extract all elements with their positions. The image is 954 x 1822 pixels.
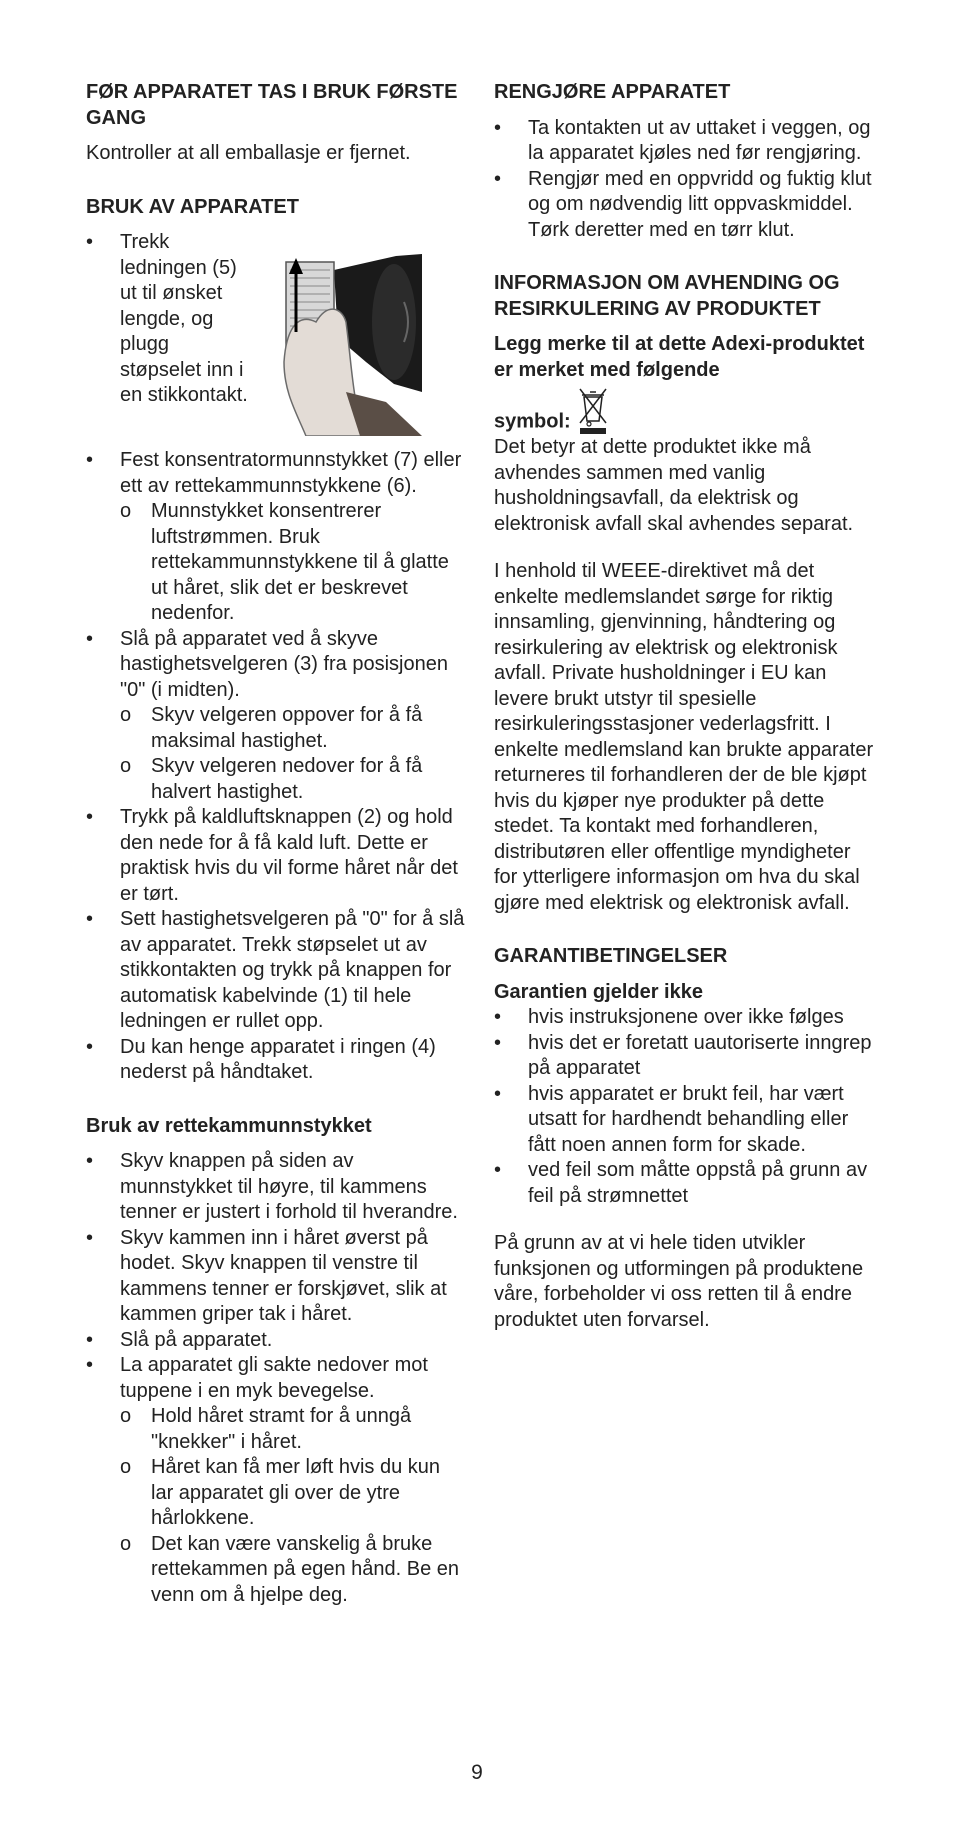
sub-item: o Hold håret stramt for å unngå "knekker" i håret. — [120, 1404, 466, 1455]
use-list — [86, 230, 466, 1086]
heading-comb: Bruk av rettekammunnstykket — [86, 1114, 372, 1137]
list-item: • hvis det er foretatt uautoriserte inngrep på apparatet — [494, 1031, 874, 1082]
heading-first-use: FØR APPARATET TAS I BRUK FØRSTE GANG — [86, 81, 458, 129]
disposal-paragraph-2: I henhold til WEEE-direktivet må det enkelte medlemslandet sørge for riktig innsamling, gjenvinning, håndtering og resirkulering av elektrisk og elektronisk avfall. Private husholdninger i EU kan levere brukt utstyr til spesielle resirkuleringsstasjoner vederlagsfritt. I enkelte medlemsland kan brukte apparater returneres til forhandleren der de ble kjøpt hvis du kjøper nye produkter på dette stedet. Ta kontakt med forhandleren, distributøren eller offentlige myndigheter for ytterligere informasjon om hva du skal gjøre med elektrisk og elektronisk avfall. — [494, 560, 874, 914]
list-item — [86, 448, 466, 627]
list-item-text: • La apparatet gli sakte nedover mot tuppene i en myk bevegelse. — [120, 1354, 428, 1402]
sub-list — [120, 1404, 466, 1608]
list-item: • Du kan henge apparatet i ringen (4) nederst på håndtaket. — [86, 1035, 466, 1086]
page-number: 9 — [471, 1761, 483, 1784]
list-item — [86, 627, 466, 806]
list-item: • Skyv kammen inn i håret øverst på hodet. Skyv knappen til venstre til kammens tenner er forskjøvet, slik at kammen griper tak i håret. — [86, 1226, 466, 1328]
sub-item: o Håret kan få mer løft hvis du kun lar apparatet gli over de ytre hårlokkene. — [120, 1455, 466, 1532]
disposal-paragraph-1: Det betyr at dette produktet ikke må avhendes sammen med vanlig husholdningsavfall, da elektrisk og elektronisk avfall skal avhendes separat. — [494, 436, 854, 535]
first-use-text: Kontroller at all emballasje er fjernet. — [86, 142, 411, 164]
heading-clean: RENGJØRE APPARATET — [494, 81, 731, 103]
sub-item: o Skyv velgeren oppover for å få maksimal hastighet. — [120, 703, 466, 754]
heading-use: BRUK AV APPARATET — [86, 195, 299, 218]
heading-disposal: INFORMASJON OM AVHENDING OG RESIRKULERING AV PRODUKTET — [494, 272, 840, 320]
right-column — [494, 80, 874, 1333]
list-item: • Rengjør med en oppvridd og fuktig klut og om nødvendig litt oppvaskmiddel. Tørk deretter med en tørr klut. — [494, 167, 874, 244]
list-item: • ved feil som måtte oppstå på grunn av feil på strømnettet — [494, 1158, 874, 1209]
clean-list — [494, 116, 874, 244]
disposal-symbol-line — [494, 385, 874, 435]
symbol-label: symbol: — [494, 410, 571, 433]
hair-dryer-comb-photo — [276, 242, 422, 436]
list-item-text: • Trekk ledningen (5) ut til ønsket lengde, og plugg støpselet inn i en stikkontakt. — [120, 231, 248, 406]
list-item: • Skyv knappen på siden av munnstykket til høyre, til kammens tenner er justert i forhold til hverandre. — [86, 1149, 466, 1226]
list-item: • Ta kontakten ut av uttaket i veggen, og la apparatet kjøles ned før rengjøring. — [494, 116, 874, 167]
list-item: • Sett hastighetsvelgeren på "0" for å slå av apparatet. Trekk støpselet ut av stikkontakten og trykk på knappen for automatisk kabelvinde (1) til hele ledningen er rullet opp. — [86, 907, 466, 1035]
left-column — [86, 80, 466, 1608]
list-item — [86, 230, 466, 448]
heading-warranty: GARANTIBETINGELSER — [494, 945, 728, 967]
list-item: • hvis apparatet er brukt feil, har vært utsatt for hardhendt behandling eller fått noen annen form for skade. — [494, 1082, 874, 1159]
list-item — [86, 1353, 466, 1608]
closing-paragraph: På grunn av at vi hele tiden utvikler funksjonen og utformingen på produktene våre, forbeholder vi oss retten til å endre produktet uten forvarsel. — [494, 1232, 864, 1331]
sub-list — [120, 499, 466, 627]
warranty-subheading: Garantien gjelder ikke — [494, 980, 703, 1003]
list-item: • hvis instruksjonene over ikke følges — [494, 1005, 874, 1031]
warranty-list — [494, 1005, 874, 1209]
list-item: • Trykk på kaldluftsknappen (2) og hold den nede for å få kald luft. Dette er praktisk hvis du vil forme håret når det er tørt. — [86, 805, 466, 907]
list-item-text: • Slå på apparatet ved å skyve hastighetsvelgeren (3) fra posisjonen "0" (i midten). — [120, 627, 448, 701]
comb-list — [86, 1149, 466, 1608]
disposal-bold-text: Legg merke til at dette Adexi-produktet er merket med følgende — [494, 333, 865, 381]
sub-list — [120, 703, 466, 805]
list-item-text: • Fest konsentratormunnstykket (7) eller ett av rettekammunnstykkene (6). — [120, 449, 462, 497]
weee-crossed-bin-icon — [575, 385, 611, 435]
list-item: • Slå på apparatet. — [86, 1328, 466, 1354]
sub-item: o Skyv velgeren nedover for å få halvert hastighet. — [120, 754, 466, 805]
sub-item: o Det kan være vanskelig å bruke rettekammen på egen hånd. Be en venn om å hjelpe deg. — [120, 1532, 466, 1609]
sub-item: o Munnstykket konsentrerer luftstrømmen. Bruk rettekammunnstykkene til å glatte ut håret, slik det er beskrevet nedenfor. — [120, 499, 466, 627]
